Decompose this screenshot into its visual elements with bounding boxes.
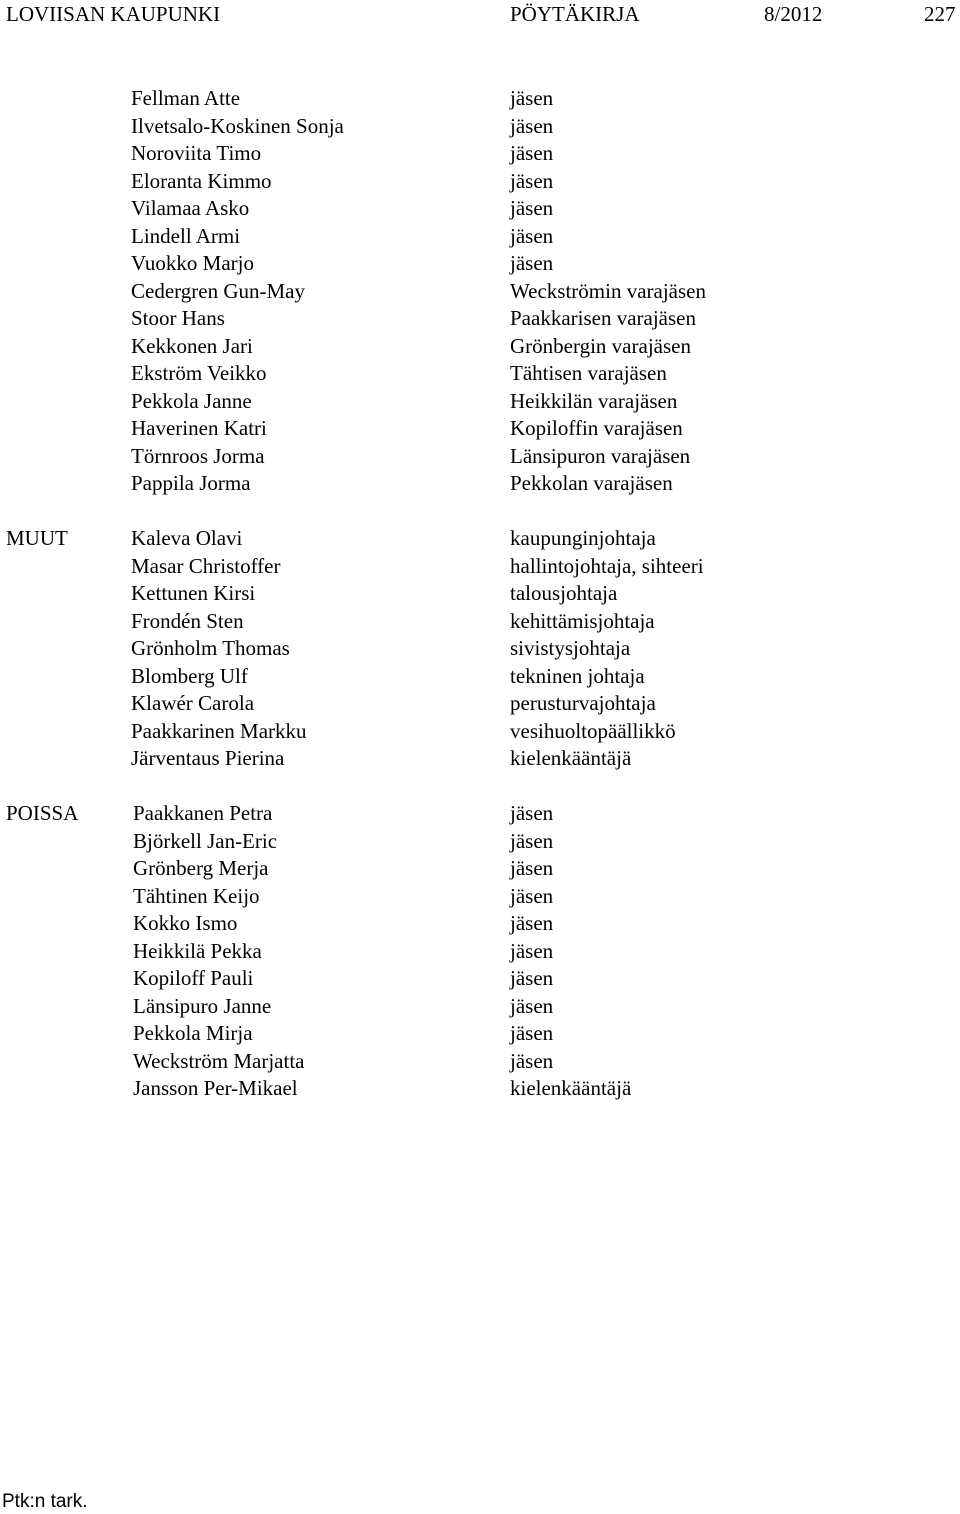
list-item bbox=[0, 828, 960, 856]
person-name: Cedergren Gun-May bbox=[131, 278, 305, 303]
list-item bbox=[0, 360, 960, 388]
person-role: jäsen bbox=[510, 801, 554, 825]
list-item bbox=[0, 965, 960, 993]
person-name: Masar Christoffer bbox=[131, 553, 281, 578]
person-name: Pekkola Mirja bbox=[133, 1021, 253, 1045]
list-item bbox=[0, 113, 960, 141]
person-name: Paakkanen Petra bbox=[133, 801, 273, 825]
person-role: jäsen bbox=[510, 113, 554, 138]
page-number: 227 bbox=[924, 2, 956, 26]
list-item bbox=[0, 580, 960, 608]
list-item bbox=[0, 305, 960, 333]
person-name: Pappila Jorma bbox=[131, 471, 251, 495]
person-name: Järventaus Pierina bbox=[131, 746, 285, 770]
members-list bbox=[0, 85, 960, 498]
person-role: hallintojohtaja, sihteeri bbox=[510, 553, 704, 578]
person-name: Lindell Armi bbox=[131, 223, 241, 248]
person-role: kielenkääntäjä bbox=[510, 746, 632, 770]
list-item bbox=[0, 443, 960, 471]
person-role: tekninen johtaja bbox=[510, 663, 645, 688]
list-item bbox=[0, 470, 960, 498]
person-name: Stoor Hans bbox=[131, 306, 225, 330]
person-role: jäsen bbox=[510, 1021, 554, 1045]
organization-name: LOVIISAN KAUPUNKI bbox=[6, 2, 221, 26]
person-role: Heikkilän varajäsen bbox=[510, 388, 678, 413]
person-role: jäsen bbox=[510, 828, 554, 853]
person-role: jäsen bbox=[510, 993, 554, 1018]
person-role: talousjohtaja bbox=[510, 581, 618, 605]
list-item bbox=[0, 608, 960, 636]
person-role: Pekkolan varajäsen bbox=[510, 471, 673, 495]
page-header bbox=[0, 0, 960, 28]
list-item bbox=[0, 635, 960, 663]
person-name: Kokko Ismo bbox=[133, 911, 238, 935]
person-name: Frondén Sten bbox=[131, 608, 244, 633]
others-list bbox=[0, 525, 960, 773]
list-item bbox=[0, 993, 960, 1021]
person-name: Kettunen Kirsi bbox=[131, 581, 256, 605]
list-item bbox=[0, 250, 960, 278]
person-name: Vilamaa Asko bbox=[131, 196, 250, 220]
person-name: Eloranta Kimmo bbox=[131, 168, 272, 193]
person-role: Weckströmin varajäsen bbox=[510, 278, 706, 303]
person-role: jäsen bbox=[510, 86, 554, 110]
list-item bbox=[0, 168, 960, 196]
person-name: Grönberg Merja bbox=[133, 856, 269, 880]
list-item bbox=[0, 553, 960, 581]
person-role: Kopiloffin varajäsen bbox=[510, 416, 683, 440]
person-role: jäsen bbox=[510, 141, 554, 165]
person-role: jäsen bbox=[510, 196, 554, 220]
person-name: Kaleva Olavi bbox=[131, 526, 243, 550]
person-name: Tähtinen Keijo bbox=[133, 883, 260, 908]
list-item bbox=[0, 910, 960, 938]
list-item bbox=[0, 85, 960, 113]
section-label-absent: POISSA bbox=[6, 801, 79, 825]
person-role: perusturvajohtaja bbox=[510, 691, 656, 715]
person-role: Tähtisen varajäsen bbox=[510, 361, 667, 385]
person-name: Länsipuro Janne bbox=[133, 993, 272, 1018]
person-role: Länsipuron varajäsen bbox=[510, 443, 691, 468]
person-name: Haverinen Katri bbox=[131, 416, 267, 440]
footer-note: Ptk:n tark. bbox=[2, 1491, 88, 1512]
list-item bbox=[0, 140, 960, 168]
list-item bbox=[0, 883, 960, 911]
person-name: Kekkonen Jari bbox=[131, 333, 253, 358]
person-name: Kopiloff Pauli bbox=[133, 966, 254, 990]
person-name: Paakkarinen Markku bbox=[131, 718, 307, 743]
meeting-number: 8/2012 bbox=[764, 2, 823, 26]
list-item bbox=[0, 800, 960, 828]
list-item bbox=[0, 1075, 960, 1103]
person-name: Klawér Carola bbox=[131, 691, 255, 715]
document-type: PÖYTÄKIRJA bbox=[510, 2, 640, 26]
person-name: Fellman Atte bbox=[131, 86, 241, 110]
list-item bbox=[0, 388, 960, 416]
person-role: jäsen bbox=[510, 223, 554, 248]
list-item bbox=[0, 855, 960, 883]
person-name: Vuokko Marjo bbox=[131, 251, 254, 275]
person-role: sivistysjohtaja bbox=[510, 636, 631, 660]
person-name: Ekström Veikko bbox=[131, 361, 267, 385]
person-name: Noroviita Timo bbox=[131, 141, 262, 165]
person-role: jäsen bbox=[510, 251, 554, 275]
person-role: jäsen bbox=[510, 168, 554, 193]
person-name: Jansson Per-Mikael bbox=[133, 1076, 298, 1100]
list-item bbox=[0, 663, 960, 691]
list-item bbox=[0, 415, 960, 443]
person-name: Grönholm Thomas bbox=[131, 636, 290, 660]
person-role: Paakkarisen varajäsen bbox=[510, 306, 696, 330]
list-item bbox=[0, 195, 960, 223]
person-role: jäsen bbox=[510, 856, 554, 880]
person-role: Grönbergin varajäsen bbox=[510, 333, 691, 358]
person-role: kielenkääntäjä bbox=[510, 1076, 632, 1100]
person-name: Weckström Marjatta bbox=[133, 1048, 305, 1073]
list-item bbox=[0, 745, 960, 773]
person-role: jäsen bbox=[510, 883, 554, 908]
person-role: jäsen bbox=[510, 1048, 554, 1073]
person-name: Blomberg Ulf bbox=[131, 663, 248, 688]
person-role: jäsen bbox=[510, 938, 554, 963]
list-item bbox=[0, 1020, 960, 1048]
list-item bbox=[0, 333, 960, 361]
person-name: Törnroos Jorma bbox=[131, 443, 265, 468]
person-role: vesihuoltopäällikkö bbox=[510, 718, 676, 743]
person-role: kehittämisjohtaja bbox=[510, 608, 655, 633]
list-item bbox=[0, 223, 960, 251]
list-item bbox=[0, 718, 960, 746]
person-name: Ilvetsalo-Koskinen Sonja bbox=[131, 113, 344, 138]
person-name: Heikkilä Pekka bbox=[133, 938, 262, 963]
list-item bbox=[0, 278, 960, 306]
person-role: jäsen bbox=[510, 911, 554, 935]
person-name: Pekkola Janne bbox=[131, 388, 252, 413]
list-item bbox=[0, 525, 960, 553]
person-name: Björkell Jan-Eric bbox=[133, 828, 278, 853]
person-role: jäsen bbox=[510, 966, 554, 990]
list-item bbox=[0, 938, 960, 966]
section-label-others: MUUT bbox=[6, 526, 68, 550]
person-role: kaupunginjohtaja bbox=[510, 526, 656, 550]
absent-list bbox=[0, 800, 960, 1103]
list-item bbox=[0, 1048, 960, 1076]
list-item bbox=[0, 690, 960, 718]
